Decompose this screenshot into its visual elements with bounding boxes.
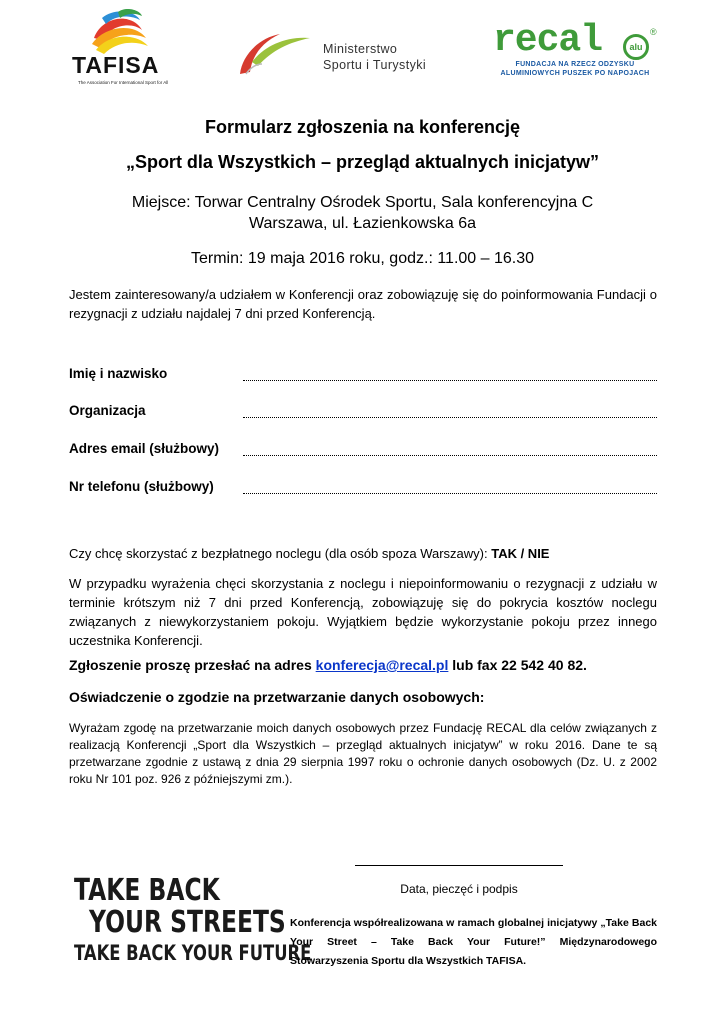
form-title: Formularz zgłoszenia na konferencję bbox=[204, 117, 521, 137]
campaign-line3: TAKE BACK YOUR FUTURE bbox=[74, 941, 312, 965]
signature-label: Data, pieczęć i podpis bbox=[400, 882, 518, 896]
ministry-line2: Sportu i Turystyki bbox=[323, 58, 427, 72]
consent-heading: Oświadczenie o zgodzie na przetwarzanie danych osobowych: bbox=[69, 689, 485, 705]
intro-paragraph: Jestem zainteresowany/a udziałem w Konferencji oraz zobowiązuję się do poinformowania Fundacji o rezygnacji z udziału najdalej 7 dni przed Konferencją. bbox=[69, 287, 657, 321]
name-field[interactable] bbox=[243, 379, 657, 381]
accommodation-answer-options[interactable]: TAK / NIE bbox=[491, 546, 550, 561]
email-field[interactable] bbox=[243, 454, 657, 456]
submission-suffix: lub fax 22 542 40 82. bbox=[448, 657, 587, 673]
accommodation-question bbox=[69, 544, 657, 563]
accommodation-question-text: Czy chcę skorzystać z bezpłatnego noclegu (dla osób spoza Warszawy): bbox=[69, 546, 492, 561]
phone-field[interactable] bbox=[243, 492, 657, 494]
ministry-name bbox=[323, 41, 426, 73]
tafisa-tagline: The Association For International Sport for All bbox=[78, 80, 169, 85]
submission-email-link[interactable]: konferecja@recal.pl bbox=[315, 657, 449, 673]
tafisa-swirl-icon bbox=[92, 9, 148, 54]
ministry-logo-icon bbox=[232, 28, 312, 80]
signature-line[interactable] bbox=[355, 865, 563, 866]
date-time: Termin: 19 maja 2016 roku, godz.: 11.00 – 16.30 bbox=[190, 250, 535, 267]
email-field-label: Adres email (służbowy) bbox=[69, 441, 220, 456]
recal-alu-badge: alu bbox=[623, 34, 649, 60]
campaign-line1: TAKE BACK bbox=[74, 873, 220, 908]
submission-prefix: Zgłoszenie proszę przesłać na adres bbox=[69, 657, 316, 673]
consent-text: Wyrażam zgodę na przetwarzanie moich danych osobowych przez Fundację RECAL dla celów związanych z realizacją Konferencji „Sport dla Wszystkich – przegląd aktualnych inicjatyw” w roku 2016. Dane te są przetwarzane zgodnie z ustawą z dnia 29 sierpnia 1997 roku o ochronie danych osobowych (Dz. U. z 2002 roku Nr 101 poz. 926 z późniejszymi zm.). bbox=[69, 721, 657, 786]
campaign-line2: YOUR STREETS bbox=[89, 905, 286, 940]
organization-field[interactable] bbox=[243, 416, 657, 418]
footer-note: Konferencja współrealizowana w ramach globalnej inicjatywy „Take Back Your Street – Take Back Your Future!” Międzynarodowego Stowarzyszenia Sportu dla Wszystkich TAFISA. bbox=[290, 917, 657, 967]
submission-instruction bbox=[69, 657, 587, 673]
ministry-line1: Ministerstwo bbox=[323, 42, 398, 56]
recal-sub-line1: FUNDACJA NA RZECZ ODZYSKU bbox=[515, 61, 635, 68]
venue-line1: Miejsce: Torwar Centralny Ośrodek Sportu, Sala konferencyjna C bbox=[131, 194, 594, 211]
recal-registered-mark: ® bbox=[650, 27, 657, 37]
organization-field-label: Organizacja bbox=[69, 403, 146, 418]
recal-logo-word: recal bbox=[493, 19, 603, 62]
recal-sub-line2: ALUMINIOWYCH PUSZEK PO NAPOJACH bbox=[500, 70, 650, 77]
take-back-your-streets-logo bbox=[74, 873, 312, 973]
venue-line2: Warszawa, ul. Łazienkowska 6a bbox=[248, 215, 477, 232]
name-field-label: Imię i nazwisko bbox=[69, 366, 168, 381]
phone-field-label: Nr telefonu (służbowy) bbox=[69, 479, 214, 494]
recal-subtitle bbox=[495, 60, 655, 78]
venue bbox=[0, 192, 725, 234]
conference-title: „Sport dla Wszystkich – przegląd aktualnych inicjatyw” bbox=[125, 152, 600, 172]
accommodation-warning: W przypadku wyrażenia chęci skorzystania z noclegu i niepoinformowaniu o rezygnacji z udziału w terminie krótszym niż 7 dni przed Konferencją, zobowiązuję się do pokrycia kosztów noclegu związanych z niewykorzystaniem pokoju. Wyjątkiem będzie wykorzystanie pokoju przez innego uczestnika Konferencji. bbox=[69, 576, 657, 648]
tafisa-name: TAFISA bbox=[72, 52, 160, 78]
